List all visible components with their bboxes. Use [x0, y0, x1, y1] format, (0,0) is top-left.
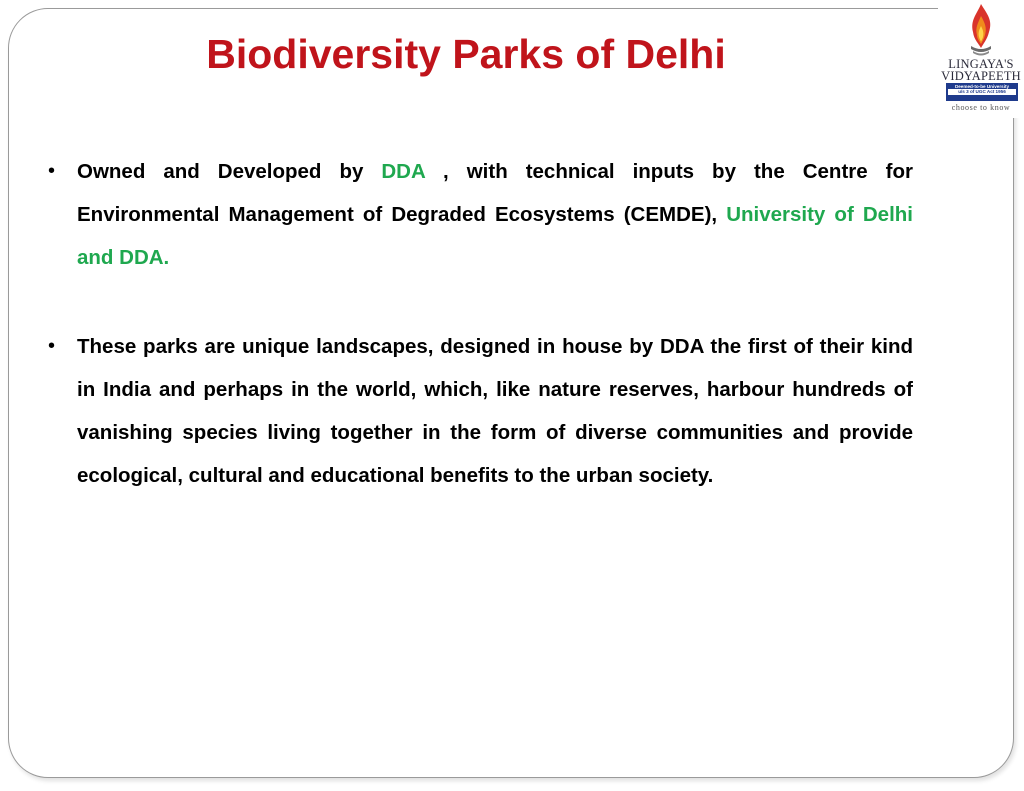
highlight-dda: DDA: [381, 160, 426, 183]
logo-name-line2: VIDYAPEETH: [941, 69, 1021, 83]
slide-title: Biodiversity Parks of Delhi: [206, 31, 726, 77]
bullet-text: [77, 150, 913, 280]
university-logo: [938, 0, 1024, 118]
flame-icon: [965, 2, 997, 58]
logo-badge-line1: Deemed-to-be University: [954, 84, 1010, 89]
bullet-item: [45, 325, 913, 498]
highlight-university: University of Delhi and DDA.: [77, 203, 913, 270]
logo-badge: [946, 83, 1018, 101]
bullet-text-part: Owned and Developed by: [77, 160, 382, 183]
bullet-text: These parks are unique landscapes, designed in house by DDA the first of their kind in India and perhaps in the world, which, like nature reserves, harbour hundreds of vanishing species living together in the form of diverse communities and provide ecological, cultural and educational benefits to the urban society.: [77, 334, 913, 488]
logo-name-line1: LINGAYA'S: [948, 57, 1014, 71]
logo-tagline: choose to know: [951, 103, 1011, 112]
bullet-marker: •: [48, 334, 56, 357]
bullet-marker: •: [48, 160, 56, 182]
bullet-list: [45, 150, 913, 542]
logo-badge-line2: u/s 3 of UGC Act 1956: [948, 89, 1016, 94]
bullet-item: [45, 150, 913, 280]
bullet-text-part: , with technical inputs by the Centre for Environmental Management of Degraded Ecosystems (CEMDE),: [77, 160, 913, 227]
